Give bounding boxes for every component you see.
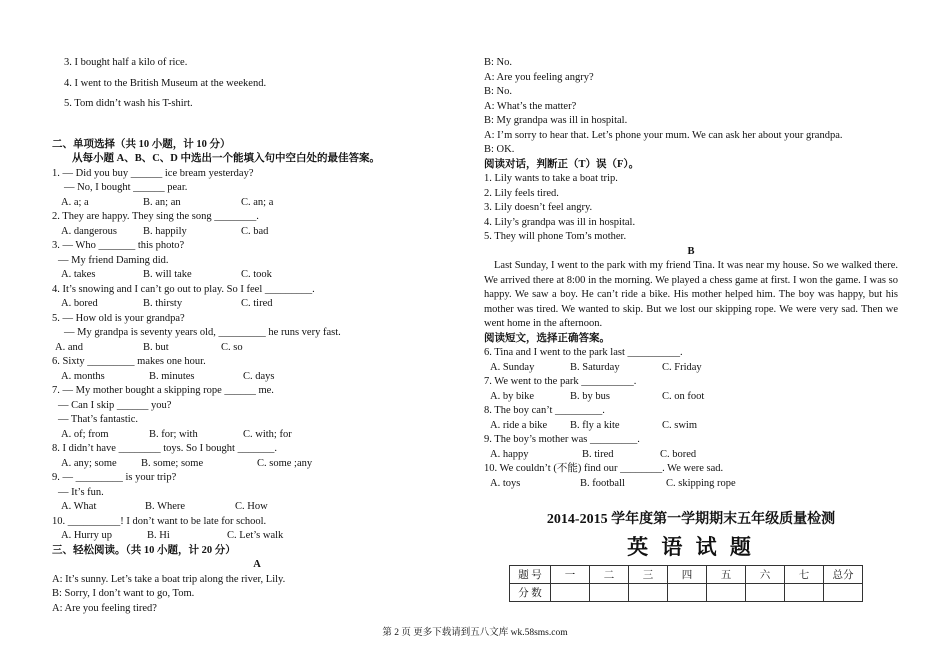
mc-instruction: 阅读短文，选择正确答案。 <box>484 332 610 344</box>
table-cell: 七 <box>785 566 824 584</box>
dialog-line: B: No. <box>484 86 513 97</box>
section-2-title: 二、单项选择（共 10 小题，计 10 分） <box>52 138 231 150</box>
q2-options: A. dangerous B. happily C. bad <box>61 225 269 237</box>
q8-options: A. any; some B. some; some C. some ;any <box>61 457 313 469</box>
table-cell: 四 <box>668 566 707 584</box>
exam-title: 2014-2015 学年度第一学期期末五年级质量检测 <box>546 512 836 527</box>
left-column <box>52 56 452 616</box>
table-cell: 三 <box>629 566 668 584</box>
tf-instruction: 阅读对话，判断正（T）误（F）。 <box>484 158 640 170</box>
exam-subject: 英 语 试 题 <box>627 535 755 559</box>
q6-line: 6. Sixty _________ makes one hour. <box>52 356 206 367</box>
q1-line: 1. — Did you buy ______ ice bream yesterday? <box>52 167 254 179</box>
q3-options: A. takes B. will take C. took <box>61 269 272 280</box>
r9-options: A. happy B. tired C. bored <box>490 448 697 460</box>
q7-line: — That’s fantastic. <box>58 414 138 425</box>
table-cell: 六 <box>746 566 785 584</box>
score-table-score-row <box>510 584 863 602</box>
dialog-line: B: No. <box>484 57 513 68</box>
section-3-title: 三、轻松阅读。（共 10 小题，计 20 分） <box>52 544 236 556</box>
q9-line: — It’s fun. <box>58 486 104 498</box>
q4-options: A. bored B. thirsty C. tired <box>61 298 273 309</box>
prev-item: 4. I went to the British Museum at the weekend. <box>64 77 267 89</box>
tf-item: 4. Lily’s grandpa was ill in hospital. <box>484 216 636 228</box>
r10-question: 10. We couldn’t (不能) find our ________. We were sad. <box>484 463 724 474</box>
dialog-line: A: I’m sorry to hear that. Let’s phone your mum. We can ask her about your grandpa. <box>484 129 843 141</box>
dialog-line: B: Sorry, I don’t want to go, Tom. <box>52 588 195 599</box>
page-footer: 第 2 页 更多下载请到五八文库 wk.58sms.com <box>382 628 568 638</box>
q3-line: — My friend Daming did. <box>58 254 169 266</box>
r8-question: 8. The boy can’t _________. <box>484 405 605 416</box>
r10-options: A. toys B. football C. skipping rope <box>490 477 736 489</box>
dialog-line: A: Are you feeling tired? <box>52 602 157 614</box>
part-b-label: B <box>687 245 695 257</box>
q4-line: 4. It’s snowing and I can’t go out to play. So I feel _________. <box>52 283 315 295</box>
prev-item: 3. I bought half a kilo of rice. <box>64 57 188 68</box>
q9-options: A. What B. Where C. How <box>61 501 268 512</box>
dialog-line: A: It’s sunny. Let’s take a boat trip along the river, Lily. <box>52 573 286 585</box>
score-cell[interactable] <box>629 584 668 602</box>
score-cell[interactable] <box>746 584 785 602</box>
table-cell: 题 号 <box>510 566 551 584</box>
score-cell[interactable] <box>551 584 590 602</box>
part-a-label: A <box>253 559 261 570</box>
table-cell: 一 <box>551 566 590 584</box>
section-2-instruction: 从每小题 A、B、C、D 中选出一个能填入句中空白处的最佳答案。 <box>72 153 381 164</box>
score-cell[interactable] <box>668 584 707 602</box>
table-cell: 五 <box>707 566 746 584</box>
tf-item: 5. They will phone Tom’s mother. <box>484 231 627 242</box>
dialog-line: B: My grandpa was ill in hospital. <box>484 115 628 126</box>
table-cell: 分 数 <box>510 584 551 602</box>
prev-item: 5. Tom didn’t wash his T-shirt. <box>64 98 193 109</box>
q1-line: — No, I bought ______ pear. <box>64 182 188 193</box>
score-table <box>509 565 863 602</box>
table-cell: 二 <box>590 566 629 584</box>
score-table-header-row <box>510 566 863 584</box>
dialog-line: B: OK. <box>484 144 515 155</box>
r9-question: 9. The boy’s mother was _________. <box>484 434 640 445</box>
q6-options: A. months B. minutes C. days <box>61 370 275 382</box>
score-cell[interactable] <box>824 584 863 602</box>
r7-question: 7. We went to the park __________. <box>484 376 637 387</box>
q9-line: 9. — _________ is your trip? <box>52 472 177 483</box>
q7-line: 7. — My mother bought a skipping rope ______ me. <box>52 385 274 396</box>
r7-options: A. by bike B. by bus C. on foot <box>490 390 705 402</box>
score-cell[interactable] <box>590 584 629 602</box>
q3-line: 3. — Who _______ this photo? <box>52 240 185 251</box>
q7-options: A. of; from B. for; with C. with; for <box>61 428 292 440</box>
table-cell: 总分 <box>824 566 863 584</box>
tf-item: 3. Lily doesn’t feel angry. <box>484 202 593 213</box>
r6-question: 6. Tina and I went to the park last __________. <box>484 347 683 358</box>
tf-item: 2. Lily feels tired. <box>484 187 559 199</box>
q2-line: 2. They are happy. They sing the song ________. <box>52 211 259 222</box>
right-column <box>484 56 898 491</box>
q5-options: A. and B. but C. so <box>55 341 243 353</box>
q1-options: A. a; a B. an; an C. an; a <box>61 196 274 208</box>
tf-item: 1. Lily wants to take a boat trip. <box>484 173 618 184</box>
r8-options: A. ride a bike B. fly a kite C. swim <box>490 419 698 431</box>
q7-line: — Can I skip ______ you? <box>58 399 172 411</box>
score-cell[interactable] <box>707 584 746 602</box>
q5-line: — My grandpa is seventy years old, _________ he runs very fast. <box>64 327 341 338</box>
score-cell[interactable] <box>785 584 824 602</box>
reading-passage: Last Sunday, I went to the park with my friend Tina. It was near my house. So we walked there. We arrived there at 8:00 in the morning. We played a chess game at first. I won the game. I was so happy. We saw a boy. He can’t ride a bike. His mother helped him. The boy was happy, but his mother was tired. We wanted to skip. But we lost our skipping rope. We were very sad. Then we went home in the afternoon. <box>484 260 898 329</box>
q8-line: 8. I didn’t have ________ toys. So I bought _______. <box>52 443 277 454</box>
q10-line: 10. __________! I don’t want to be late for school. <box>52 515 267 527</box>
dialog-line: A: What’s the matter? <box>484 100 577 112</box>
dialog-line: A: Are you feeling angry? <box>484 71 594 83</box>
r6-options: A. Sunday B. Saturday C. Friday <box>490 361 702 373</box>
q5-line: 5. — How old is your grandpa? <box>52 312 185 324</box>
q10-options: A. Hurry up B. Hi C. Let’s walk <box>61 530 284 541</box>
